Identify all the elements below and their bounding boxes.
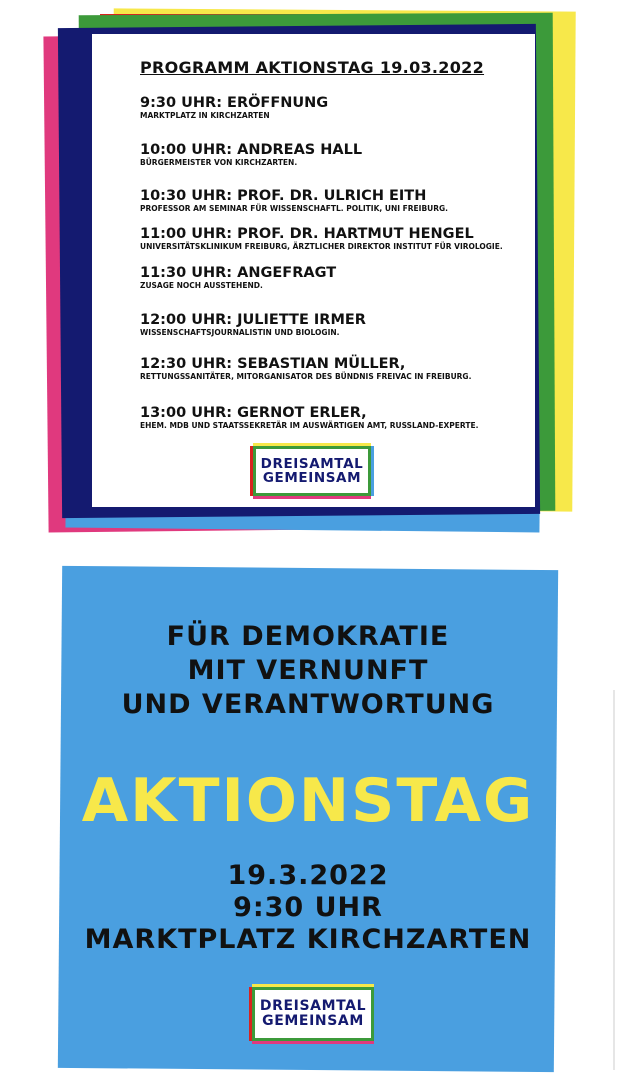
event-details (60, 860, 556, 956)
program-entry (140, 188, 448, 213)
entry-time: 12:00 UHR: JULIETTE IRMER (140, 312, 366, 328)
entry-desc: BÜRGERMEISTER VON KIRCHZARTEN. (140, 158, 298, 167)
entry-desc: RETTUNGSSANITÄTER, MITORGANISATOR DES BÜNDNIS FREIVAC IN FREIBURG. (140, 372, 472, 381)
program-entry (140, 312, 366, 337)
entry-desc: WISSENSCHAFTSJOURNALISTIN UND BIOLOGIN. (140, 328, 340, 337)
event-title: AKTIONSTAG (81, 766, 535, 836)
event-date: 19.3.2022 (227, 860, 389, 891)
program-entry (140, 405, 478, 430)
headline-line: UND VERANTWORTUNG (121, 689, 495, 720)
divider (613, 690, 615, 1070)
poster-headline (60, 620, 556, 722)
entry-desc: PROFESSOR AM SEMINAR FÜR WISSENSCHAFTL. POLITIK, UNI FREIBURG. (140, 204, 449, 213)
entry-time: 10:30 UHR: PROF. DR. ULRICH EITH (140, 188, 427, 204)
program-entry (140, 226, 503, 251)
entry-time: 11:30 UHR: ANGEFRAGT (140, 265, 337, 281)
program-entry (140, 356, 471, 381)
logo-line2: GEMEINSAM (262, 1013, 364, 1029)
dreisamtal-logo (252, 987, 374, 1041)
entry-time: 10:00 UHR: ANDREAS HALL (140, 142, 363, 158)
logo-line1: DREISAMTAL (260, 455, 364, 472)
logo-line2: GEMEINSAM (262, 470, 362, 486)
entry-time: 9:30 UHR: ERÖFFNUNG (140, 95, 329, 111)
entry-desc: EHEM. MDB UND STAATSSEKRETÄR IM AUSWÄRTIGEN AMT, RUSSLAND-EXPERTE. (140, 421, 479, 430)
entry-desc: UNIVERSITÄTSKLINIKUM FREIBURG, ÄRZTLICHER DIREKTOR INSTITUT FÜR VIROLOGIE. (140, 242, 503, 251)
program-entry (140, 265, 336, 290)
program-entry (140, 95, 328, 120)
entry-desc: ZUSAGE NOCH AUSSTEHEND. (140, 281, 263, 290)
event-location: MARKTPLATZ KIRCHZARTEN (84, 924, 532, 955)
entry-desc: MARKTPLATZ IN KIRCHZARTEN (140, 111, 270, 120)
entry-time: 13:00 UHR: GERNOT ERLER, (140, 405, 367, 421)
program-entry (140, 142, 362, 167)
program-title: PROGRAMM AKTIONSTAG 19.03.2022 (140, 58, 485, 77)
logo-line1: DREISAMTAL (259, 998, 367, 1015)
dreisamtal-logo (253, 446, 371, 496)
entry-time: 11:00 UHR: PROF. DR. HARTMUT HENGEL (140, 226, 474, 242)
headline-line: FÜR DEMOKRATIE (166, 621, 450, 652)
headline-line: MIT VERNUNFT (187, 655, 429, 686)
event-time: 9:30 UHR (233, 892, 383, 923)
entry-time: 12:30 UHR: SEBASTIAN MÜLLER, (140, 356, 406, 372)
